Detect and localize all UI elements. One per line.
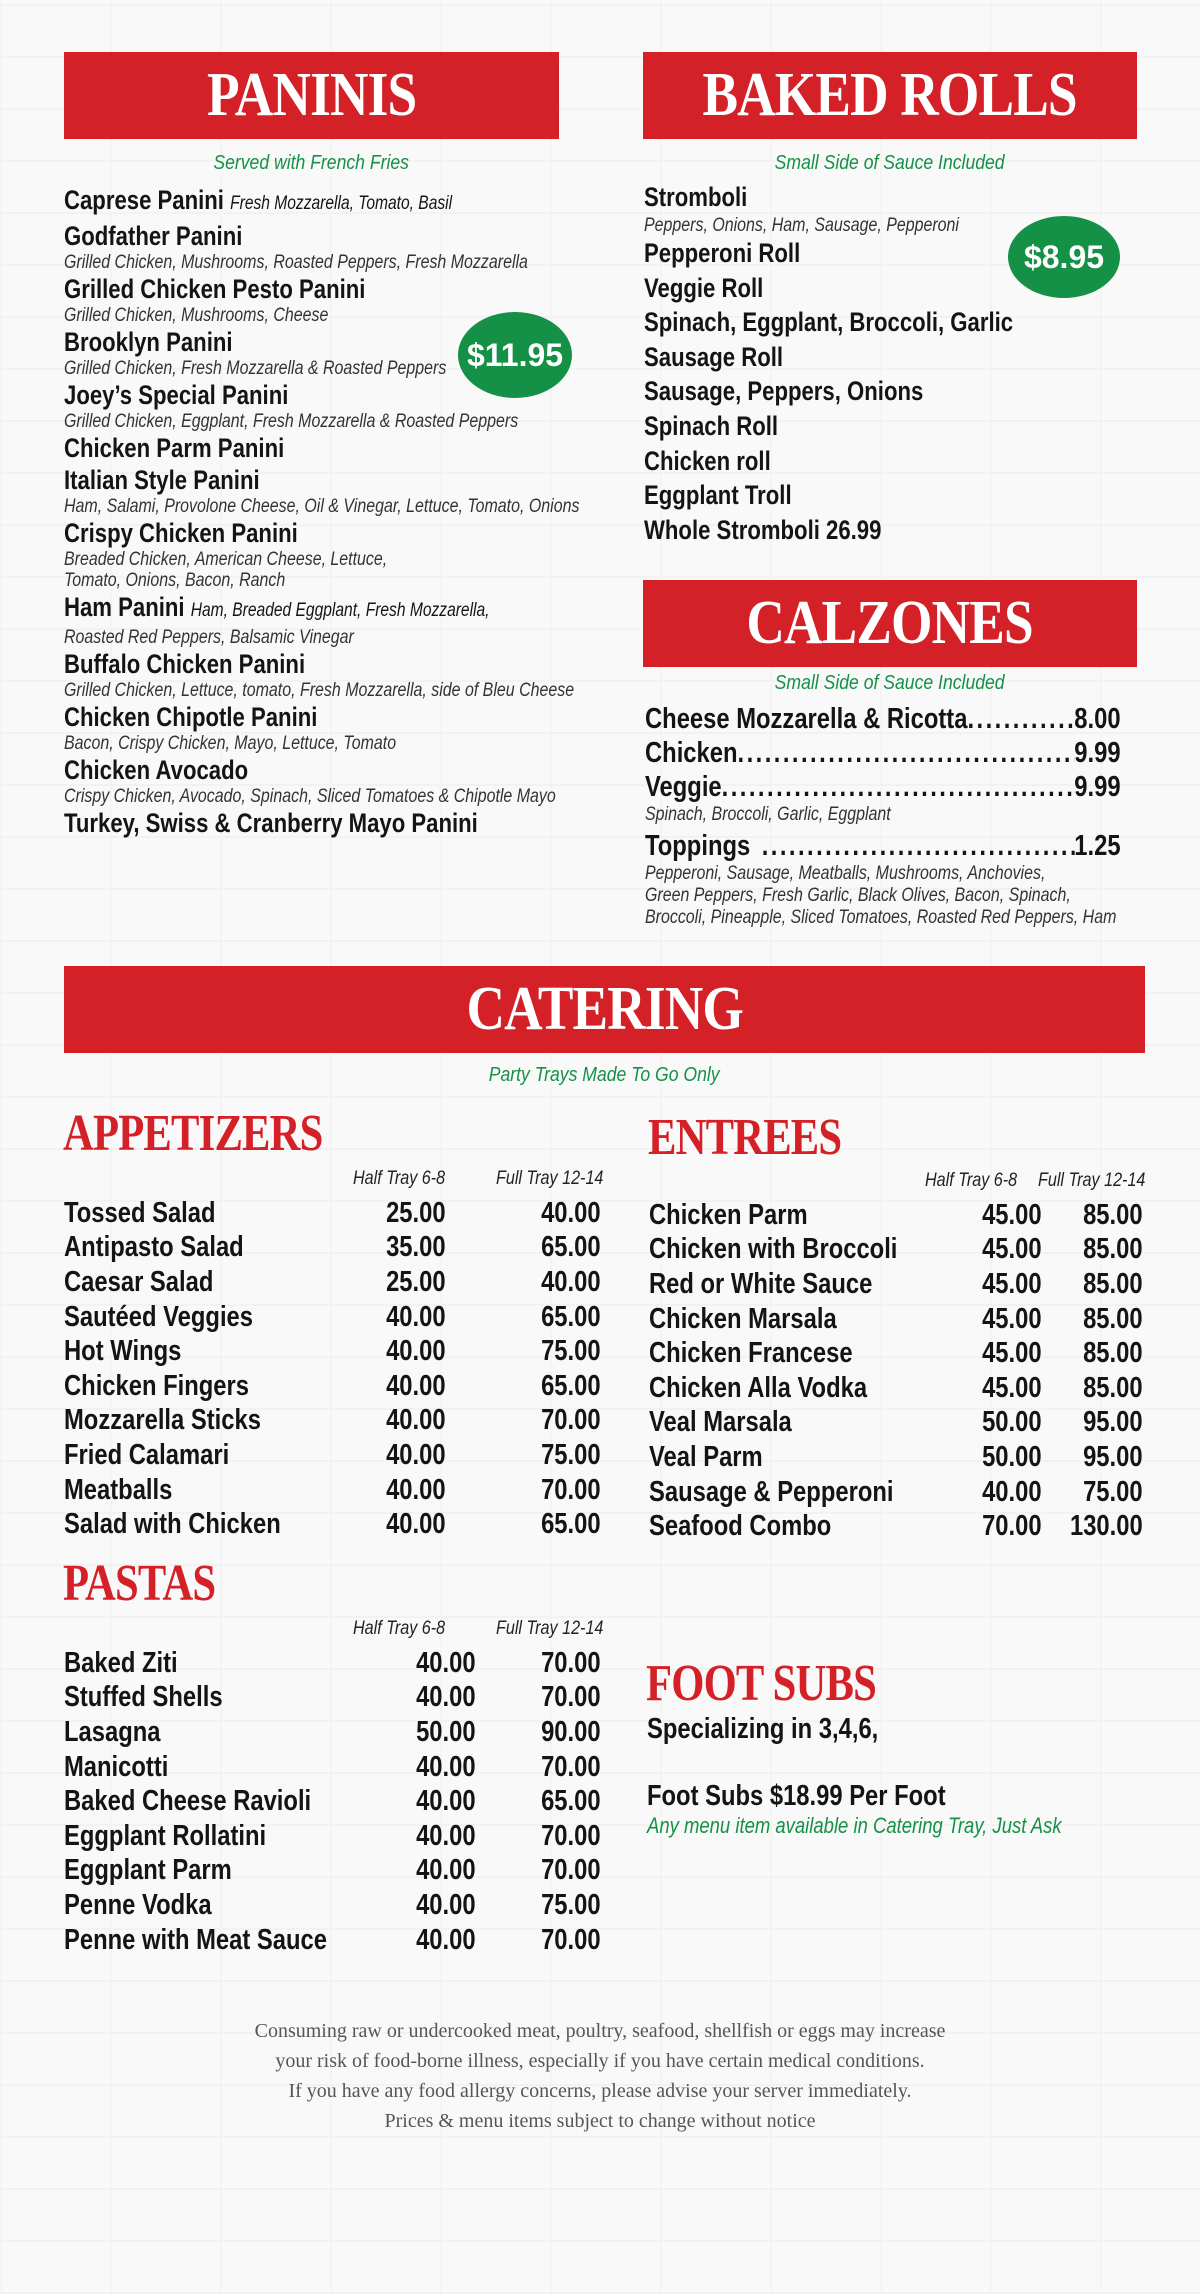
full-tray-price: 70.00	[541, 1854, 601, 1887]
roll-item: Pepperoni Roll	[644, 238, 801, 268]
disclaimer-line: your risk of food-borne illness, especially if you have certain medical conditions.	[275, 2050, 925, 2072]
calzones-subtitle: Small Side of Sauce Included	[775, 672, 1005, 694]
appetizers-title: APPETIZERS	[63, 1105, 323, 1162]
tray-row	[649, 1336, 1143, 1371]
full-tray-price: 75.00	[541, 1888, 601, 1921]
full-tray-price: 90.00	[541, 1715, 601, 1748]
foot-subs-note: Any menu item available in Catering Tray, Just Ask	[647, 1813, 1062, 1838]
panini-desc: Grilled Chicken, Eggplant, Fresh Mozzarella & Roasted Peppers	[64, 411, 519, 432]
half-tray-price: 40.00	[982, 1475, 1042, 1508]
tray-item-name: Penne Vodka	[64, 1888, 212, 1921]
panini-desc: Grilled Chicken, Fresh Mozzarella & Roasted Peppers	[64, 358, 447, 379]
half-tray-price: 45.00	[982, 1267, 1042, 1300]
tray-item-name: Mozzarella Sticks	[64, 1404, 261, 1437]
panini-item: Caprese Panini Fresh Mozzarella, Tomato, Basil	[64, 185, 453, 215]
tray-row	[64, 1854, 601, 1889]
entrees-table	[649, 1198, 1143, 1544]
tray-item-name: Seafood Combo	[649, 1510, 832, 1543]
tray-row	[64, 1473, 601, 1508]
tray-row	[64, 1369, 601, 1404]
panini-item: Crispy Chicken Panini	[64, 518, 298, 548]
tray-row	[649, 1509, 1143, 1544]
tray-item-name: Meatballs	[64, 1473, 173, 1506]
roll-item: Whole Stromboli 26.99	[644, 514, 882, 545]
panini-desc: Roasted Red Peppers, Balsamic Vinegar	[64, 627, 354, 648]
half-tray-price: 70.00	[982, 1510, 1042, 1543]
full-tray-price: 70.00	[541, 1404, 601, 1437]
panini-item: Brooklyn Panini	[64, 327, 233, 357]
tray-item-name: Veal Marsala	[649, 1406, 792, 1439]
full-tray-price: 85.00	[1083, 1198, 1143, 1231]
tray-row	[64, 1196, 601, 1231]
calzones-list	[645, 702, 1145, 929]
tray-row	[649, 1475, 1143, 1510]
baked-rolls-list	[644, 180, 1144, 547]
tray-item-name: Salad with Chicken	[64, 1508, 281, 1541]
panini-item: Joey’s Special Panini	[64, 380, 289, 410]
tray-row	[649, 1406, 1143, 1441]
full-tray-price: 70.00	[541, 1646, 601, 1679]
half-tray-price: 40.00	[416, 1785, 476, 1818]
full-tray-price: 40.00	[541, 1265, 601, 1298]
tray-item-name: Chicken Parm	[649, 1198, 808, 1231]
full-tray-price: 65.00	[541, 1508, 601, 1541]
tray-item-name: Chicken Alla Vodka	[649, 1371, 868, 1404]
full-tray-price: 65.00	[541, 1785, 601, 1818]
tray-row	[64, 1923, 601, 1958]
full-tray-price: 70.00	[541, 1681, 601, 1714]
tray-item-name: Chicken with Broccoli	[649, 1233, 898, 1266]
tray-item-name: Fried Calamari	[64, 1438, 230, 1471]
full-tray-price: 95.00	[1083, 1406, 1143, 1439]
half-tray-price: 40.00	[386, 1335, 446, 1368]
half-tray-price: 45.00	[982, 1198, 1042, 1231]
roll-item: Sausage Roll	[644, 341, 784, 372]
roll-item: Veggie Roll	[644, 272, 764, 303]
tray-item-name: Hot Wings	[64, 1335, 182, 1368]
tray-item-name: Lasagna	[64, 1715, 161, 1748]
half-tray-price: 40.00	[416, 1923, 476, 1956]
tray-item-name: Red or White Sauce	[649, 1267, 873, 1300]
panini-item: Grilled Chicken Pesto Panini	[64, 274, 366, 304]
roll-item: Spinach Roll	[644, 410, 779, 441]
calzone-veggie-desc: Spinach, Broccoli, Garlic, Eggplant	[645, 804, 891, 825]
tray-row	[64, 1334, 601, 1369]
paninis-list	[64, 184, 624, 839]
panini-item: Chicken Parm Panini	[64, 433, 285, 463]
calzones-banner	[643, 580, 1137, 667]
tray-item-name: Chicken Marsala	[649, 1302, 837, 1335]
disclaimer-line: If you have any food allergy concerns, please advise your server immediately.	[288, 2080, 912, 2102]
pastas-half-header: Half Tray 6-8	[353, 1618, 446, 1639]
half-tray-price: 40.00	[416, 1819, 476, 1852]
appetizers-half-header: Half Tray 6-8	[353, 1168, 446, 1189]
tray-item-name: Stuffed Shells	[64, 1681, 223, 1714]
panini-item: Chicken Chipotle Panini	[64, 702, 318, 732]
tray-row	[64, 1750, 601, 1785]
panini-desc: Crispy Chicken, Avocado, Spinach, Sliced Tomatoes & Chipotle Mayo	[64, 786, 556, 807]
panini-desc: Tomato, Onions, Bacon, Ranch	[64, 570, 286, 591]
tray-item-name: Sausage & Pepperoni	[649, 1475, 894, 1508]
tray-item-name: Eggplant Rollatini	[64, 1819, 267, 1852]
roll-item: Stromboli	[644, 182, 748, 212]
half-tray-price: 40.00	[386, 1369, 446, 1402]
roll-item: Spinach, Eggplant, Broccoli, Garlic	[644, 307, 1014, 338]
full-tray-price: 85.00	[1083, 1371, 1143, 1404]
appetizers-full-header: Full Tray 12-14	[496, 1168, 604, 1189]
tray-item-name: Chicken Francese	[649, 1337, 853, 1370]
full-tray-price: 75.00	[541, 1438, 601, 1471]
full-tray-price: 130.00	[1070, 1510, 1143, 1543]
half-tray-price: 50.00	[982, 1406, 1042, 1439]
half-tray-price: 45.00	[982, 1233, 1042, 1266]
half-tray-price: 40.00	[416, 1750, 476, 1783]
tray-row	[64, 1231, 601, 1266]
tray-row	[64, 1300, 601, 1335]
tray-row	[64, 1715, 601, 1750]
panini-desc: Grilled Chicken, Mushrooms, Roasted Peppers, Fresh Mozzarella	[64, 252, 528, 273]
disclaimer-line: Consuming raw or undercooked meat, poultry, seafood, shellfish or eggs may increase	[254, 2020, 946, 2042]
panini-item: Buffalo Chicken Panini	[64, 649, 306, 679]
half-tray-price: 40.00	[416, 1646, 476, 1679]
full-tray-price: 65.00	[541, 1369, 601, 1402]
full-tray-price: 85.00	[1083, 1233, 1143, 1266]
tray-item-name: Baked Ziti	[64, 1646, 178, 1679]
panini-item: Italian Style Panini	[64, 465, 260, 495]
panini-desc: Ham, Salami, Provolone Cheese, Oil & Vinegar, Lettuce, Tomato, Onions	[64, 496, 580, 517]
full-tray-price: 85.00	[1083, 1302, 1143, 1335]
tray-row	[649, 1267, 1143, 1302]
tray-row	[64, 1784, 601, 1819]
calzone-toppings-row: Toppings ..... 1.25	[645, 829, 1121, 863]
half-tray-price: 25.00	[386, 1265, 446, 1298]
calzone-toppings-desc: Green Peppers, Fresh Garlic, Black Olives, Bacon, Spinach,	[645, 885, 1071, 906]
half-tray-price: 40.00	[386, 1404, 446, 1437]
tray-row	[64, 1681, 601, 1716]
panini-item: Ham Panini Ham, Breaded Eggplant, Fresh Mozzarella,	[64, 592, 490, 622]
panini-desc: Bacon, Crispy Chicken, Mayo, Lettuce, Tomato	[64, 733, 397, 754]
calzone-row: Chicken ..... 9.99	[645, 736, 1121, 770]
tray-item-name: Antipasto Salad	[64, 1231, 244, 1264]
catering-banner	[64, 966, 1145, 1053]
baked-rolls-subtitle: Small Side of Sauce Included	[775, 152, 1005, 174]
tray-item-name: Caesar Salad	[64, 1265, 214, 1298]
tray-item-name: Veal Parm	[649, 1440, 763, 1473]
foot-subs-info	[647, 1713, 1147, 1839]
half-tray-price: 40.00	[416, 1681, 476, 1714]
paninis-title: PANINIS	[206, 61, 417, 129]
tray-row	[649, 1233, 1143, 1268]
half-tray-price: 40.00	[386, 1473, 446, 1506]
full-tray-price: 85.00	[1083, 1337, 1143, 1370]
tray-row	[64, 1265, 601, 1300]
full-tray-price: 70.00	[541, 1819, 601, 1852]
full-tray-price: 65.00	[541, 1231, 601, 1264]
panini-item: Godfather Panini	[64, 221, 243, 251]
tray-item-name: Manicotti	[64, 1750, 169, 1783]
paninis-price: $11.95	[466, 336, 564, 373]
tray-row	[64, 1819, 601, 1854]
paninis-subtitle: Served with French Fries	[213, 152, 410, 174]
tray-item-name: Chicken Fingers	[64, 1369, 250, 1402]
entrees-half-header: Half Tray 6-8	[925, 1170, 1018, 1191]
tray-row	[64, 1888, 601, 1923]
full-tray-price: 75.00	[1083, 1475, 1143, 1508]
baked-rolls-banner	[643, 52, 1137, 139]
half-tray-price: 45.00	[982, 1337, 1042, 1370]
full-tray-price: 70.00	[541, 1750, 601, 1783]
paninis-banner	[64, 52, 559, 139]
full-tray-price: 70.00	[541, 1473, 601, 1506]
entrees-title: ENTREES	[648, 1109, 842, 1166]
tray-row	[649, 1440, 1143, 1475]
tray-row	[649, 1302, 1143, 1337]
full-tray-price: 75.00	[541, 1335, 601, 1368]
roll-desc: Peppers, Onions, Ham, Sausage, Pepperoni	[644, 215, 959, 236]
calzones-title: CALZONES	[746, 589, 1034, 657]
pastas-table	[64, 1646, 601, 1957]
tray-row	[649, 1371, 1143, 1406]
foot-subs-line1: Specializing in 3,4,6,	[647, 1713, 879, 1745]
full-tray-price: 95.00	[1083, 1440, 1143, 1473]
catering-title: CATERING	[466, 975, 743, 1043]
half-tray-price: 50.00	[416, 1715, 476, 1748]
panini-desc: Grilled Chicken, Lettuce, tomato, Fresh Mozzarella, side of Bleu Cheese	[64, 680, 575, 701]
entrees-full-header: Full Tray 12-14	[1038, 1170, 1146, 1191]
half-tray-price: 40.00	[386, 1300, 446, 1333]
tray-row	[649, 1198, 1143, 1233]
calzone-row: Cheese Mozzarella & Ricotta ..... 8.00	[645, 702, 1121, 736]
tray-row	[64, 1404, 601, 1439]
half-tray-price: 35.00	[386, 1231, 446, 1264]
full-tray-price: 85.00	[1083, 1267, 1143, 1300]
baked-rolls-title: BAKED ROLLS	[702, 61, 1078, 129]
calzone-row: Veggie ..... 9.99	[645, 770, 1121, 804]
tray-row	[64, 1646, 601, 1681]
half-tray-price: 40.00	[386, 1508, 446, 1541]
panini-item: Chicken Avocado	[64, 755, 249, 785]
appetizers-table	[64, 1196, 601, 1542]
pastas-full-header: Full Tray 12-14	[496, 1618, 604, 1639]
panini-item: Turkey, Swiss & Cranberry Mayo Panini	[64, 808, 478, 838]
full-tray-price: 65.00	[541, 1300, 601, 1333]
baked-rolls-price: $8.95	[1023, 238, 1105, 275]
tray-item-name: Baked Cheese Ravioli	[64, 1785, 312, 1818]
half-tray-price: 45.00	[982, 1302, 1042, 1335]
roll-item: Eggplant Troll	[644, 480, 792, 511]
tray-item-name: Tossed Salad	[64, 1196, 216, 1229]
tray-item-name: Sautéed Veggies	[64, 1300, 254, 1333]
half-tray-price: 40.00	[416, 1888, 476, 1921]
half-tray-price: 45.00	[982, 1371, 1042, 1404]
roll-item: Sausage, Peppers, Onions	[644, 376, 924, 407]
pastas-title: PASTAS	[63, 1555, 216, 1612]
half-tray-price: 40.00	[386, 1438, 446, 1471]
tray-item-name: Penne with Meat Sauce	[64, 1923, 327, 1956]
foot-subs-title: FOOT SUBS	[646, 1655, 876, 1712]
half-tray-price: 50.00	[982, 1440, 1042, 1473]
roll-item: Chicken roll	[644, 445, 771, 476]
calzone-toppings-desc: Pepperoni, Sausage, Meatballs, Mushrooms, Anchovies,	[645, 863, 1046, 884]
half-tray-price: 25.00	[386, 1196, 446, 1229]
tray-item-name: Eggplant Parm	[64, 1854, 232, 1887]
panini-desc: Grilled Chicken, Mushrooms, Cheese	[64, 305, 329, 326]
calzone-toppings-desc: Broccoli, Pineapple, Sliced Tomatoes, Roasted Red Peppers, Ham	[645, 907, 1117, 928]
full-tray-price: 40.00	[541, 1196, 601, 1229]
half-tray-price: 40.00	[416, 1854, 476, 1887]
foot-subs-line2: Foot Subs $18.99 Per Foot	[647, 1780, 946, 1812]
disclaimer	[0, 2016, 1200, 2136]
tray-row	[64, 1438, 601, 1473]
catering-subtitle: Party Trays Made To Go Only	[489, 1064, 720, 1086]
disclaimer-line: Prices & menu items subject to change without notice	[384, 2110, 816, 2132]
tray-row	[64, 1507, 601, 1542]
panini-desc: Breaded Chicken, American Cheese, Lettuce,	[64, 549, 388, 570]
full-tray-price: 70.00	[541, 1923, 601, 1956]
